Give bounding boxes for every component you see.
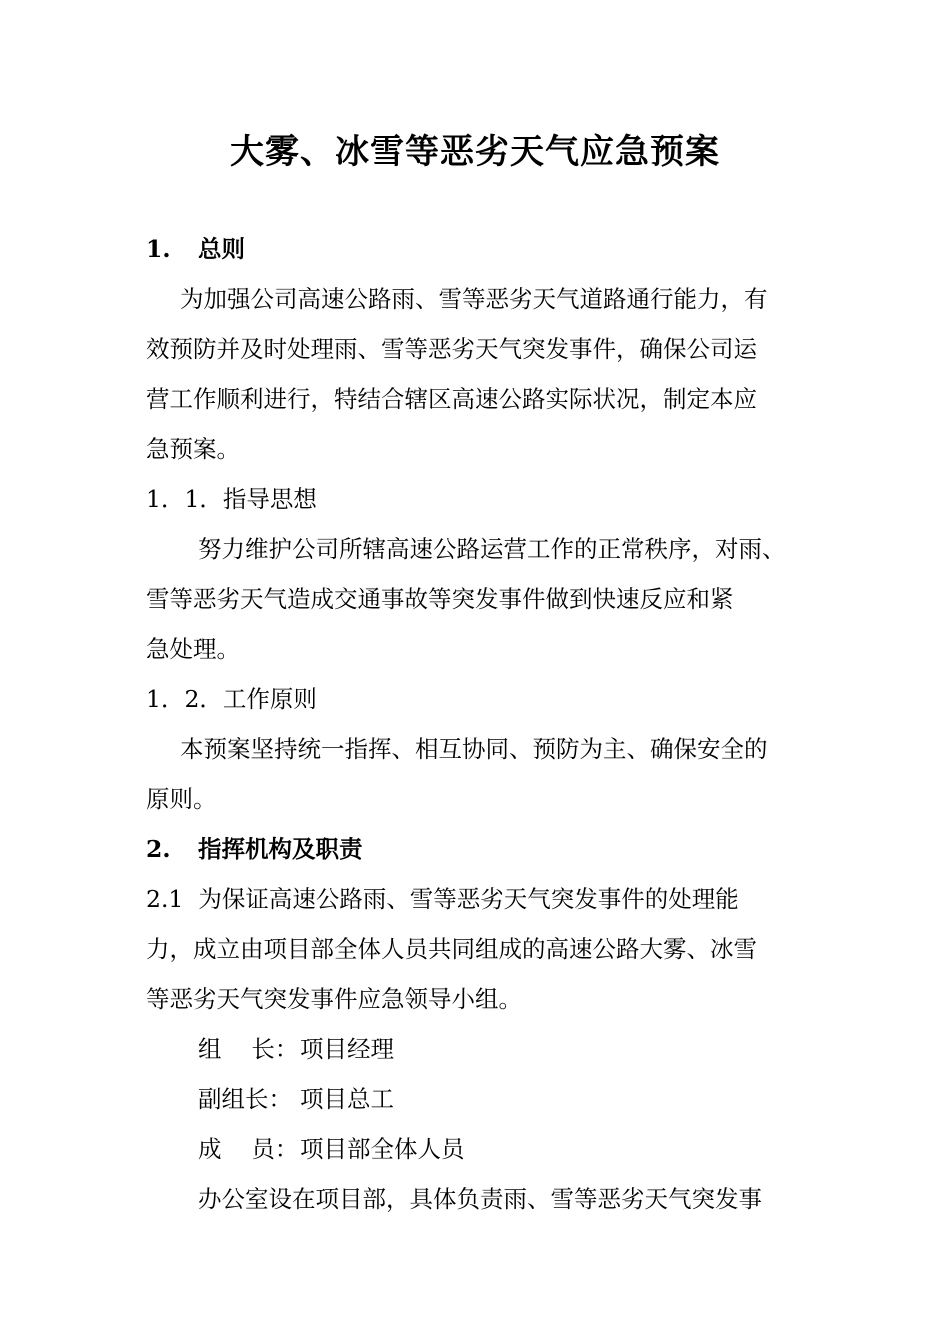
paragraph-line: 营工作顺利进行，特结合辖区高速公路实际状况，制定本应 [146, 385, 757, 413]
clause-line: 力，成立由项目部全体人员共同组成的高速公路大雾、冰雪 [146, 935, 757, 963]
section-2-title: 指挥机构及职责 [198, 835, 363, 863]
paragraph-line: 急处理。 [146, 635, 240, 663]
member-role: 成 员： [198, 1135, 299, 1163]
member-row [146, 1024, 846, 1074]
paragraph-line: 雪等恶劣天气造成交通事故等突发事件做到快速反应和紧 [146, 585, 734, 613]
subsection-1-2-heading: 1．2．工作原则 [146, 685, 317, 713]
office-line: 办公室设在项目部，具体负责雨、雪等恶劣天气突发事 [198, 1185, 762, 1213]
member-row [146, 1074, 846, 1124]
document-body [146, 224, 846, 1224]
subsection-1-1-heading: 1．1．指导思想 [146, 485, 317, 513]
section-2-number: 2. [146, 835, 171, 863]
paragraph-line: 急预案。 [146, 435, 240, 463]
member-role: 组 长： [198, 1035, 299, 1063]
paragraph-line: 效预防并及时处理雨、雪等恶劣天气突发事件，确保公司运 [146, 335, 757, 363]
paragraph-line: 为加强公司高速公路雨、雪等恶劣天气道路通行能力，有 [180, 285, 768, 313]
clause-line: 2.1 为保证高速公路雨、雪等恶劣天气突发事件的处理能 [146, 885, 739, 913]
document-title: 大雾、冰雪等恶劣天气应急预案 [230, 132, 720, 172]
member-row [146, 1124, 846, 1174]
member-person: 项目经理 [300, 1035, 394, 1063]
member-person: 项目部全体人员 [300, 1135, 465, 1163]
section-1-title: 总则 [198, 235, 245, 263]
member-role: 副组长： [198, 1085, 292, 1113]
member-person: 项目总工 [300, 1085, 394, 1113]
section-2-heading [146, 824, 846, 874]
paragraph-line: 原则。 [146, 785, 217, 813]
section-1-number: 1. [146, 235, 171, 263]
paragraph-line: 努力维护公司所辖高速公路运营工作的正常秩序，对雨、 [198, 535, 786, 563]
paragraph-line: 本预案坚持统一指挥、相互协同、预防为主、确保安全的 [180, 735, 768, 763]
clause-line: 等恶劣天气突发事件应急领导小组。 [146, 985, 522, 1013]
section-1-heading [146, 224, 846, 274]
